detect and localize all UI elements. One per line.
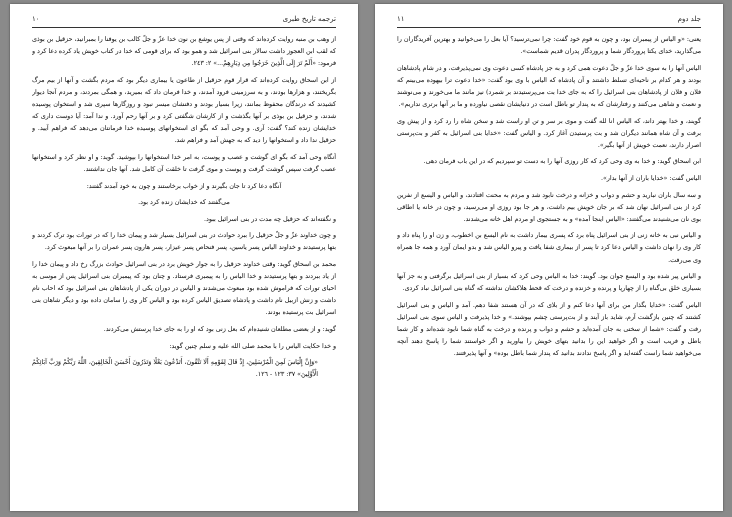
paragraph: از ابن اسحاق روايت كرده‌اند كه قرار قوم حزقيل از طاعون يا بيمارى ديگر بود كه مردم بگشت و آنها از بيم مرگ بگريختند، و هزارها بودند، و به سرزمينى فرود آمدند، و خدا فرمان داد كه بميريد، و همگى بمردند، و مردم آنجا ديوار كشيدند كه درندگان محفوظ بمانند، زيرا بسيار بودند و دفنشان ميسر نبود و روزگارها سپرى شد و استخوان پوسيده شدند، و حزقيل بن بوذى بر آنها بگذشت و از كارشان شگفتى كرد و بر آنها رحم آورد. و ندا آمد: آيا دوست دارى كه خدايشان زنده كند؟ گفت: آرى. و وحى آمد كه بگو اى استخوانهاى پوسيده خدا فرمانتان مى‌دهد كه فراهم آييد. و حزقيل ندا داد و استخوانها را ديد كه به جهش آمد و فراهم شد. <box>32 76 336 145</box>
paragraph: و نگفته‌اند كه حزقيل چه مدت در بنى اسرائيل ببود. <box>204 215 336 223</box>
right-page <box>375 4 723 511</box>
paragraph: آنگاه دعا كرد تا جان بگيرند و از خواب برخاستند و چون به خود آمدند گفتند: <box>86 182 282 190</box>
paragraph: آنگاه وحى آمد كه بگو اى گوشت و عصب و پوست، به امر خدا استخوانها را بپوشيد. گويد: و او نظر كرد و استخوانها عصب گرفت سپس گوشت گرفت و پوست و موى گرفت تا خلقت آن كامل شد. آنها جان نداشتند. <box>32 153 336 173</box>
paragraph: محمد بن اسحاق گويد: وقتى خداوند حزقيل را به جوار خويش برد در بنى اسرائيل حوادث بزرگ رخ داد و پيمان خدا را از ياد ببردند و بتها پرستيدند و خدا الياس را به پيمبرى فرستاد. و چنان بود كه پيمبران بنى اسرائيل پس از موسى به احياى تورات كه فراموش شده بود مبعوث مى‌شدند و الياس در دوران يكى از پادشاهان بنى اسرائيل بود كه احاب نام داشت و زنش ازبيل نام داشت و پادشاه تصديق الياس كرده بود و الياس كار وى را سامان داده بود و ديگر شاهان بنى اسرائيل بت پرستيده بودند. <box>32 261 336 317</box>
page-body <box>397 34 701 503</box>
paragraph: از وهب بن منبه روايت كرده‌اند كه وقتى از پس يوشع بن نون خدا عزّ و جلّ كالب بن يوفنا را بمبرانيد، حزقيل بن بوذى كه لقب ابن العجوز داشت سالار بنى اسرائيل شد و همو بود كه براى قومى كه خدا در كتاب خويش ياد كرده دعا كرد و فرمود: «أَلَمْ تَرَ إِلَى الَّذِينَ خَرَجُوا مِن دِيَارِهِمْ...» ٢: ٢٤٣. <box>32 36 336 68</box>
paragraph: الياس گفت: «خدايا باران از آنها بدار». <box>600 174 701 182</box>
paragraph: ابن اسحاق گويد: و خدا به وى وحى كرد كه كار روزى آنها را به دست تو سپرديم كه در اين باب فرمان دهى. <box>423 158 701 166</box>
paragraph: گويند، و خدا بهتر داند، كه الياس انا لله گفت و موى بر سر و تن او راست شد و سخن شاه را رد كرد و از پيش وى برفت و آن شاه همانند ديگران شد و بت پرستيدن آغاز كرد. و الياس گفت: «خدايا بنى اسرائيل به كفر و بت‌پرستى اصرار دارند، نعمت خويش از آنها بگير». <box>397 117 701 149</box>
paragraph: يعنى: «و الياس از پيمبران بود، و چون به قوم خود گفت: چرا نمى‌ترسيد؟ آيا بعل را مى‌خوانيد و بهترين آفريدگاران را مى‌گذاريد، خداى يكتا پروردگار شما و پروردگار پدران قديم شماست». <box>397 36 701 56</box>
paragraph: و خدا حكايت الياس را با محمد صلى الله عليه و سلم چنين گويد: <box>169 342 336 350</box>
paragraph: و الياس پير شده بود و اليسع جوان بود. گويند: خدا به الياس وحى كرد كه بسيار از بنى اسرائيل برگرفتى و به جز آنها بسيارى خلق بى‌گناه را از چهارپا و پرنده و خزنده و درخت كه قحط هلاكشان نداشته كه گناه بنى اسرائيل نباد كردى. <box>397 273 701 293</box>
paragraph: و سه سال باران نباريد و حشم و دواب و خزانه و درخت نابود شد و مردم به محنت افتادند، و الياس و اليسع از نفرين كرد از بنى اسرائيل نهان شد كه بر جان خويش بيم داشت، و هر جا بود روزى او مى‌رسيد، و چون در خانه يا اطاقى بوى نان مى‌شنيدند مى‌گفتند: «الياس اينجا آمده» و به جستجوى او مردم اهل خانه مى‌شدند. <box>397 191 701 223</box>
paragraph: «وَإِنَّ إِلْيَاسَ لَمِنَ الْمُرْسَلِينَ، إِذْ قَالَ لِقَوْمِهِ أَلَا تَتَّقُونَ، أَتَدْعُونَ بَعْلًا وَتَذَرُونَ أَحْسَنَ الْخَالِقِينَ، اللَّهَ رَبَّكُمْ وَرَبَّ آبَائِكُمُ الْأَوَّلِينَ» ٣٧: ١٢٣ - ١٢٦. <box>32 359 318 379</box>
paragraph: گويد: و از بعضى مطلعان شنيده‌ام كه بعل زنى بود كه او را به جاى خدا پرستش مى‌كردند. <box>103 325 336 333</box>
left-page <box>10 4 358 511</box>
page-header <box>32 13 336 28</box>
header-title: ترجمه تاريخ طبرى <box>282 15 336 23</box>
header-title: جلد دوم <box>677 15 701 23</box>
page-header <box>397 13 701 28</box>
page-body <box>32 34 336 503</box>
paragraph: الياس گفت: «خدايا بگذار من براى آنها دعا كنم و از بلاى كه در آن هستند شفا دهم. آمد و الياس و بنى اسرائيل كشتند كه چنين بازگشت آرم، شايد باز آيند و از بت‌پرستى چشم بپوشند.» و خدا پذيرفت و الياس سوى بنى اسرائيل رفت و گفت: «شما از سختى به جان آمده‌ايد و حشم و دواب و پرنده و درخت به گناه شما نابود شده‌اند و كار شما باطل و فريب است و اگر خواهيد اين را بدانيد بتهاى خويش را بياوريد و اگر خواستند شما را پاسخ دهند آنچه مى‌خواهيد شما راست گفته‌ايد و اگر پاسخ ندادند بدانيد كه پندار شما باطل بوده» و آنها پذيرفتند. <box>397 301 701 358</box>
paragraph: الياس آنها را به سوى خدا عزّ و جلّ دعوت همى كرد و به جز پادشاه كسى دعوت وى نمى‌پذيرفت، و در شام پادشاهان بودند و هر كدام بر ناحيه‌اى تسلط داشتند و آن پادشاه كه الياس با وى بود گفت: «خدا دعوت ترا بيهوده مى‌بينم كه فلان و فلان از پادشاهان بنى اسرائيل را كه به جاى خدا بت مى‌پرستيدند بر شمرد) نيز مانند ما مى‌خورند و مى‌نوشند و نعمت و شاهى مى‌كنند و رفتارشان كه به پندار تو باطل است در دنيايشان نقصى نياورده و ما بر آنها برترى نداريم». <box>397 64 701 108</box>
paragraph: و الياس نبى به خانه زنى از بنى اسرائيل پناه برد كه پسرى بيمار داشت به نام اليسع بن اخطوب، و زن او را پناه داد و كار وى را نهان داشت و الياس دعا كرد تا پسر از بيمارى شفا يافت و پيرو الياس شد و بدو ايمان آورد و همه جا همراه وى مى‌رفت. <box>397 232 701 264</box>
paragraph: و چون خداوند عزّ و جلّ حزقيل را ببرد حوادث در بنى اسرائيل بسيار شد و پيمان خدا را كه در تورات بود ترک كردند و بتها پرستيدند و خداوند الياس پسر ياسين، پسر فنحاص پسر عيزار، پسر هارون پسر عمران را بر آنها مبعوث كرد. <box>32 232 336 252</box>
page-number: ١٠ <box>32 15 40 23</box>
page-number: ١١ <box>397 15 405 23</box>
paragraph: مى‌گفتند كه خدايشان زنده كرد بود. <box>138 199 230 207</box>
